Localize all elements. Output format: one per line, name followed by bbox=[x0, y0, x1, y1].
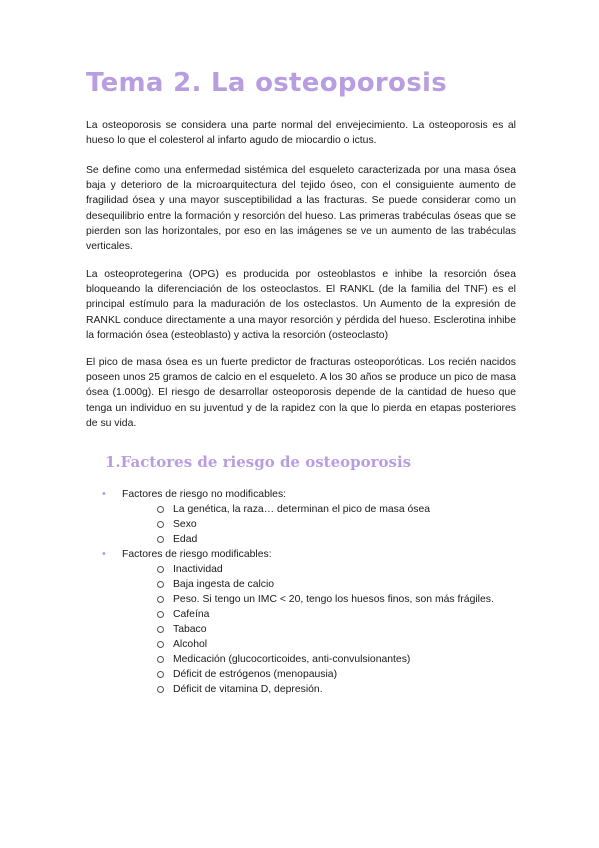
circle-bullet-icon bbox=[157, 566, 164, 573]
list-item-text: Inactividad bbox=[173, 564, 223, 575]
circle-bullet-icon bbox=[157, 521, 164, 528]
list-item-text: Alcohol bbox=[173, 639, 208, 650]
bullet-icon: • bbox=[102, 488, 106, 500]
list-item bbox=[157, 652, 540, 667]
circle-bullet-icon bbox=[157, 656, 164, 663]
circle-bullet-icon bbox=[157, 581, 164, 588]
risk-sublist bbox=[122, 502, 540, 547]
list-item bbox=[157, 562, 540, 577]
circle-bullet-icon bbox=[157, 506, 164, 513]
risk-group-label: Factores de riesgo no modificables: bbox=[122, 489, 287, 500]
section-heading-risk-factors: 1.Factores de riesgo de osteoporosis bbox=[105, 453, 412, 471]
risk-group-label: Factores de riesgo modificables: bbox=[122, 549, 272, 560]
circle-bullet-icon bbox=[157, 686, 164, 693]
list-item bbox=[157, 682, 540, 697]
list-item-text: Baja ingesta de calcio bbox=[173, 579, 275, 590]
list-item bbox=[157, 607, 540, 622]
list-item bbox=[157, 667, 540, 682]
list-item-text: Déficit de estrógenos (menopausia) bbox=[173, 669, 338, 680]
list-item-text: Edad bbox=[173, 534, 198, 545]
paragraph-opg-rankl: La osteoprotegerina (OPG) es producida por osteoblastos e inhibe la resorción ósea bloqueando la diferenciación de los osteoclastos. El RANKL (de la familia del TNF) es el principal estímulo para la maduración de los osteclastos. Un Aumento de la expresión de RANKL conduce directamente a una mayor resorción y pérdida del hueso. Esclerotina inhibe la formación ósea (esteoblasto) y activa la resorción (osteoclasto) bbox=[86, 269, 516, 341]
paragraph-intro: La osteoporosis se considera una parte normal del envejecimiento. La osteoporosis es al hueso lo que el colesterol al infarto agudo de miocardio o ictus. bbox=[86, 120, 516, 147]
risk-group-non-modifiable bbox=[100, 487, 540, 547]
list-item bbox=[157, 502, 540, 517]
list-item bbox=[157, 577, 540, 592]
list-item bbox=[157, 532, 540, 547]
circle-bullet-icon bbox=[157, 671, 164, 678]
list-item-text: Sexo bbox=[173, 519, 197, 530]
risk-factors-list bbox=[100, 487, 540, 697]
list-item-text: Medicación (glucocorticoides, anti-convulsionantes) bbox=[173, 654, 411, 665]
list-item-text: Peso. Si tengo un IMC < 20, tengo los huesos finos, son más frágiles. bbox=[173, 594, 494, 605]
list-item-text: Cafeína bbox=[173, 609, 210, 620]
paragraph-peak-bone-mass: El pico de masa ósea es un fuerte predictor de fracturas osteoporóticas. Los recién nacidos poseen unos 25 gramos de calcio en el esqueleto. A los 30 años se produce un pico de masa ósea (1.000g). El riesgo de desarrollar osteoporosis depende de la cantidad de hueso que tenga un individuo en su juventud y de la rapidez con la que lo pierda en etapas posteriores de su vida. bbox=[86, 357, 516, 429]
paragraph-definition: Se define como una enfermedad sistémica del esqueleto caracterizada por una masa ósea baja y deterioro de la microarquitectura del tejido óseo, con el consiguiente aumento de fragilidad ósea y una mayor susceptibilidad a las fracturas. Se puede considerar como un desequilibrio entre la formación y resorción del hueso. Las primeras trabéculas óseas que se pierden son las horizontales, por eso en las imágenes se ve un aumento de las trabéculas verticales. bbox=[86, 165, 516, 253]
list-item-text: Tabaco bbox=[173, 624, 207, 635]
list-item bbox=[157, 637, 540, 652]
list-item bbox=[157, 517, 540, 532]
risk-group-modifiable bbox=[100, 547, 540, 697]
circle-bullet-icon bbox=[157, 641, 164, 648]
risk-sublist bbox=[122, 562, 540, 697]
list-item bbox=[157, 592, 540, 607]
bullet-icon: • bbox=[102, 548, 106, 560]
list-item-text: Déficit de vitamina D, depresión. bbox=[173, 684, 323, 695]
circle-bullet-icon bbox=[157, 596, 164, 603]
circle-bullet-icon bbox=[157, 611, 164, 618]
list-item bbox=[157, 622, 540, 637]
circle-bullet-icon bbox=[157, 536, 164, 543]
circle-bullet-icon bbox=[157, 626, 164, 633]
list-item-text: La genética, la raza… determinan el pico de masa ósea bbox=[173, 504, 431, 515]
document-title: Tema 2. La osteoporosis bbox=[86, 68, 447, 98]
